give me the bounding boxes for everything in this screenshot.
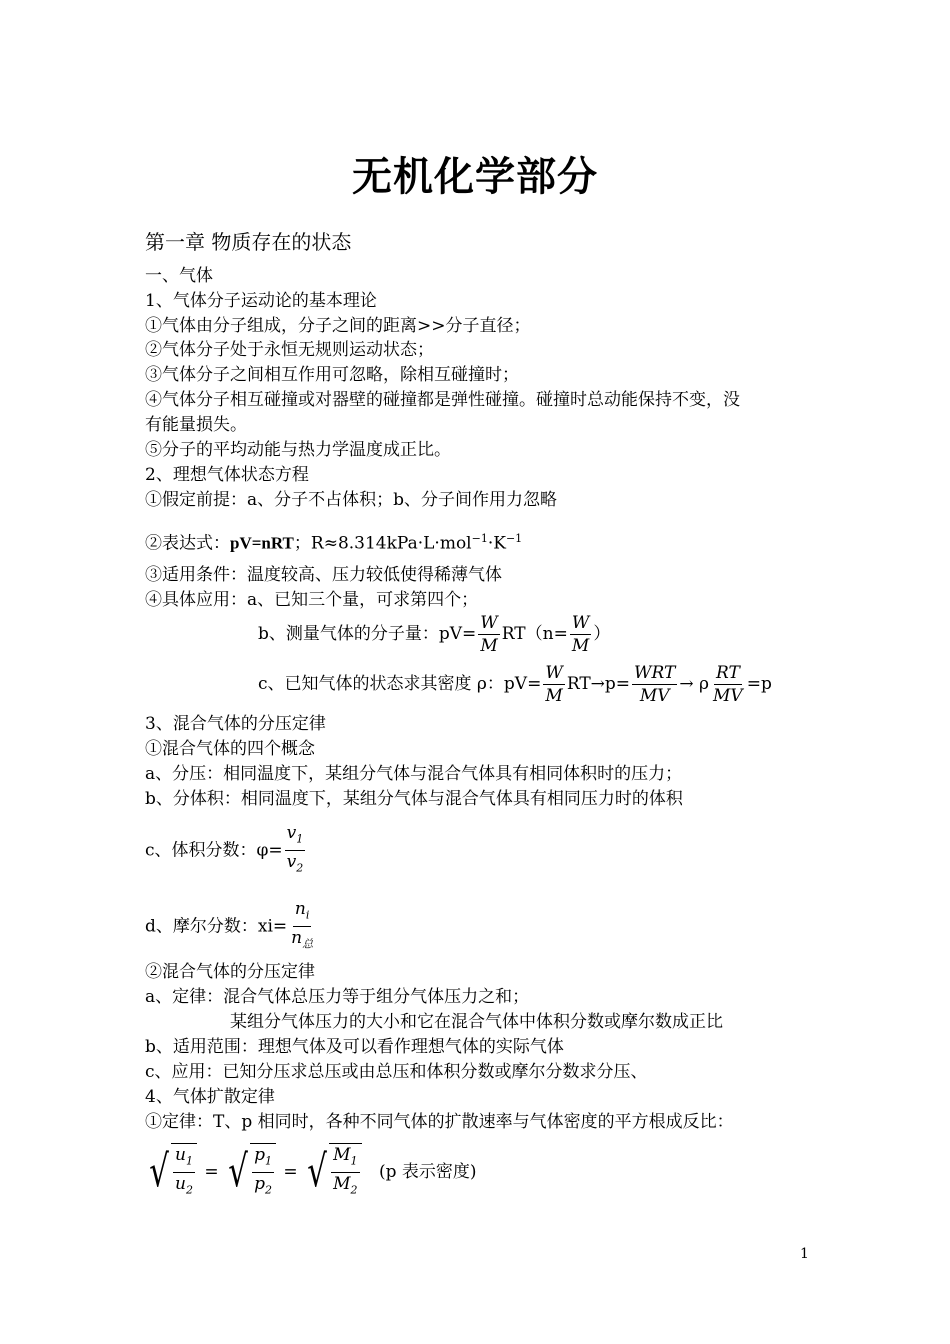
text-line: a、定律：混合气体总压力等于组分气体压力之和； [145,987,530,1007]
volume-fraction-formula: c、体积分数：φ= $\frac{v_1}{v_2}$ [145,822,307,880]
page-title: 无机化学部分 [352,154,598,200]
text-line: c、应用：已知分压求总压或由总压和体积分数或摩尔分数求分压、 [145,1062,648,1082]
text-line: ②混合气体的分压定律 [145,962,315,982]
section-gas: 一、气体 [145,266,213,286]
sqrt: √ $\frac{M_1}{M_2}$ [303,1143,361,1202]
mole-fraction-formula: d、摩尔分数：xi= $\frac{n_i}{n_总}$ [145,898,317,956]
sqrt: √ $\frac{u_1}{u_2}$ [145,1143,197,1202]
text-line: 某组分气体压力的大小和它在混合气体中体积分数或摩尔数成正比 [230,1012,723,1032]
fraction: $\frac{v_1}{v_2}$ [286,823,304,875]
text-line: b、适用范围：理想气体及可以看作理想气体的实际气体 [145,1037,564,1057]
page-number: 1 [800,1246,809,1262]
text-line: ①混合气体的四个概念 [145,739,315,759]
ideal-gas-equation: ②表达式：pV=nRT；$R\approx 8.314kPa\cdot L\cdot mol^{-1}\cdot K^{-1}$ [145,532,523,554]
fraction: $\frac{W}{M}$ [571,613,590,656]
text-line: ①气体由分子组成，分子之间的距离>>分子直径； [145,316,531,336]
chapter-heading: 第一章 物质存在的状态 [145,230,352,254]
fraction: $\frac{W}{M}$ [545,663,563,706]
sqrt: √ $\frac{p_1}{p_2}$ [224,1143,276,1202]
text-line: ①定律：T、p 相同时，各种不同气体的扩散速率与气体密度的平方根成反比： [145,1112,734,1132]
graham-law-formula: √ $\frac{u_1}{u_2}$ = √ $\frac{p_1}{p_2}$ = √ $\frac{M_1}{M_2}$ (p 表示密度) [145,1143,477,1202]
text-line: ⑤分子的平均动能与热力学温度成正比。 [145,440,451,460]
text-line: ①假定前提：a、分子不占体积；b、分子间作用力忽略 [145,490,558,510]
diffusion-heading: 4、气体扩散定律 [145,1087,275,1107]
text-line: ④气体分子相互碰撞或对器壁的碰撞都是弹性碰撞。碰撞时总动能保持不变，没 [145,390,740,410]
fraction: $\frac{RT}{MV}$ [713,663,743,706]
text-line: ④具体应用：a、已知三个量，可求第四个； [145,590,479,610]
text-line: a、分压：相同温度下，某组分气体与混合气体具有相同体积时的压力； [145,764,683,784]
text-line: ②气体分子处于永恒无规则运动状态； [145,340,434,360]
text-line: 有能量损失。 [145,415,247,435]
text-line: ③气体分子之间相互作用可忽略，除相互碰撞时； [145,365,519,385]
density-formula: c、已知气体的状态求其密度 ρ：pV= $\frac{W}{M}$ RT→p= $\frac{\text{WRT}}{MV}$ → ρ $\frac{RT}{MV}$ =p [258,663,772,706]
text-line: ③适用条件：温度较高、压力较低使得稀薄气体 [145,565,502,585]
fraction: $\frac{\text{WRT}}{MV}$ [634,663,676,706]
kinetic-theory-heading: 1、气体分子运动论的基本理论 [145,291,377,311]
fraction: $\frac{W}{M}$ [480,613,498,656]
molar-mass-formula: b、测量气体的分子量：pV= $\frac{W}{M}$ RT（n= $\frac{W}{M}$ ） [258,613,611,656]
ideal-gas-heading: 2、理想气体状态方程 [145,465,309,485]
text-line: b、分体积：相同温度下，某组分气体与混合气体具有相同压力时的体积 [145,789,683,809]
fraction: $\frac{n_i}{n_总}$ [291,899,314,951]
partial-pressure-heading: 3、混合气体的分压定律 [145,714,326,734]
